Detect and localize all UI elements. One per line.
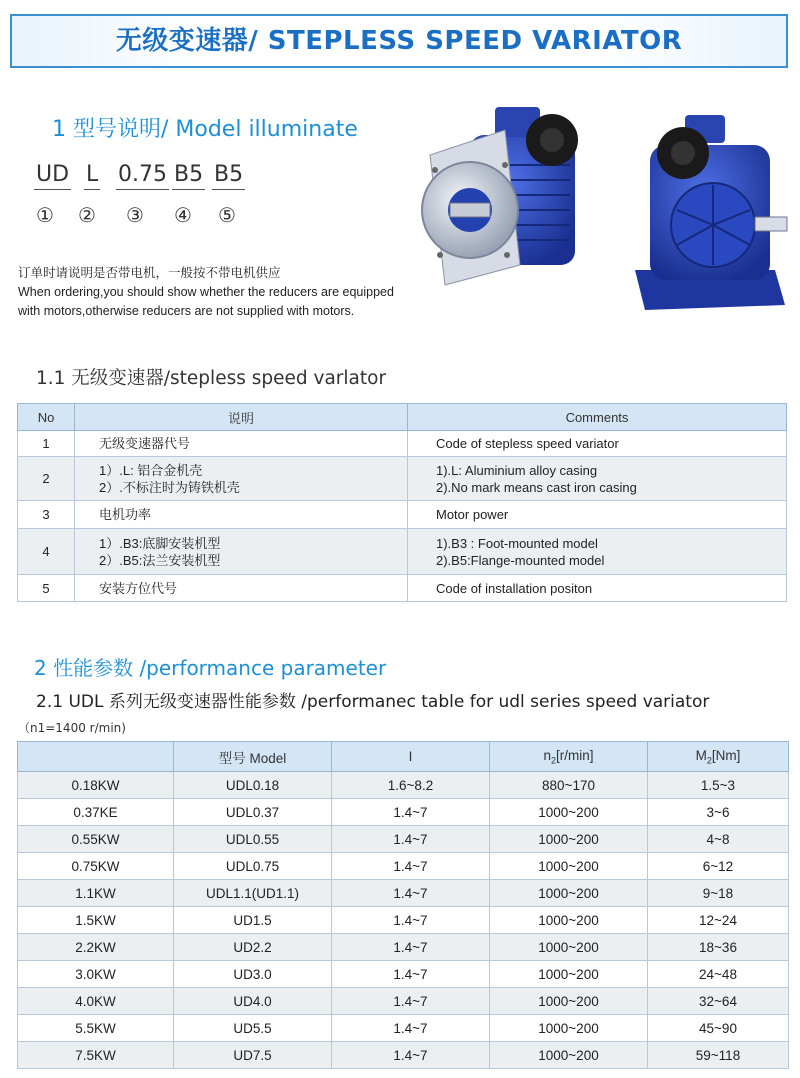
cell-speed: 1000~200 xyxy=(490,961,648,988)
row-en-line: 2).B5:Flange-mounted model xyxy=(436,552,605,568)
row-en xyxy=(408,457,787,501)
cell-torque: 1.5~3 xyxy=(648,772,789,799)
table-row xyxy=(18,772,789,799)
table-row xyxy=(18,1015,789,1042)
row-en xyxy=(408,575,787,602)
cell-speed: 1000~200 xyxy=(490,1042,648,1069)
cell-ratio: 1.6~8.2 xyxy=(332,772,490,799)
row-no: 4 xyxy=(18,529,75,575)
table-row xyxy=(18,1042,789,1069)
cell-ratio: 1.4~7 xyxy=(332,799,490,826)
cell-power: 4.0KW xyxy=(18,988,174,1015)
order-note xyxy=(18,264,398,321)
cell-model: UD2.2 xyxy=(174,934,332,961)
row-cn-line: 电机功率 xyxy=(99,507,152,522)
cell-torque: 6~12 xyxy=(648,853,789,880)
code-part-position: B5 xyxy=(212,162,245,190)
table-row xyxy=(18,457,787,501)
row-no: 1 xyxy=(18,431,75,457)
performance-subheading: 2.1 UDL 系列无级变速器性能参数 /performanec table for udl series speed variator xyxy=(36,692,710,712)
col-no: No xyxy=(18,404,75,431)
col-power xyxy=(18,742,174,772)
header-banner xyxy=(10,14,788,68)
cell-ratio: 1.4~7 xyxy=(332,880,490,907)
row-en xyxy=(408,431,787,457)
code-part-mount: B5 xyxy=(172,162,205,190)
row-cn-line: 无级变速器代号 xyxy=(99,436,191,451)
model-code-table xyxy=(17,403,787,602)
cell-model: UDL0.75 xyxy=(174,853,332,880)
cell-ratio: 1.4~7 xyxy=(332,934,490,961)
row-en xyxy=(408,501,787,529)
row-en-line: Code of stepless speed variator xyxy=(436,436,619,451)
cell-model: UDL0.18 xyxy=(174,772,332,799)
cell-power: 5.5KW xyxy=(18,1015,174,1042)
cell-torque: 18~36 xyxy=(648,934,789,961)
cell-speed: 1000~200 xyxy=(490,934,648,961)
row-cn xyxy=(75,529,408,575)
row-cn-line: 2）.B5:法兰安装机型 xyxy=(99,552,221,568)
cell-speed: 880~170 xyxy=(490,772,648,799)
row-cn xyxy=(75,431,408,457)
cell-model: UDL1.1(UD1.1) xyxy=(174,880,332,907)
col-speed: $n_2[r/\min]$ xyxy=(490,742,648,772)
cell-ratio: 1.4~7 xyxy=(332,988,490,1015)
cell-model: UDL0.37 xyxy=(174,799,332,826)
cell-model: UD7.5 xyxy=(174,1042,332,1069)
col-ratio: I xyxy=(332,742,490,772)
cell-ratio: 1.4~7 xyxy=(332,961,490,988)
cell-torque: 32~64 xyxy=(648,988,789,1015)
cell-ratio: 1.4~7 xyxy=(332,1042,490,1069)
cell-speed: 1000~200 xyxy=(490,907,648,934)
cell-torque: 9~18 xyxy=(648,880,789,907)
cell-speed: 1000~200 xyxy=(490,880,648,907)
cell-power: 0.37KE xyxy=(18,799,174,826)
marker-2: ② xyxy=(78,203,96,227)
table-row xyxy=(18,529,787,575)
page-title: 无级变速器/ STEPLESS SPEED VARIATOR xyxy=(115,26,683,56)
code-part-casing: L xyxy=(84,162,100,190)
marker-5: ⑤ xyxy=(218,203,236,227)
cell-speed: 1000~200 xyxy=(490,799,648,826)
table-row xyxy=(18,575,787,602)
cell-ratio: 1.4~7 xyxy=(332,1015,490,1042)
cell-speed: 1000~200 xyxy=(490,988,648,1015)
model-heading: 1 型号说明/ Model illuminate xyxy=(52,117,358,142)
row-cn-line: 1）.B3:底脚安装机型 xyxy=(99,535,221,551)
cell-torque: 3~6 xyxy=(648,799,789,826)
table-row xyxy=(18,961,789,988)
cell-torque: 4~8 xyxy=(648,826,789,853)
row-cn-line: 2）.不标注时为铸铁机壳 xyxy=(99,479,240,495)
performance-table xyxy=(17,741,789,1069)
cell-ratio: 1.4~7 xyxy=(332,853,490,880)
cell-power: 2.2KW xyxy=(18,934,174,961)
cell-speed: 1000~200 xyxy=(490,826,648,853)
cell-power: 3.0KW xyxy=(18,961,174,988)
marker-1: ① xyxy=(36,203,54,227)
cell-model: UD1.5 xyxy=(174,907,332,934)
cell-power: 0.55KW xyxy=(18,826,174,853)
cell-model: UDL0.55 xyxy=(174,826,332,853)
table-row xyxy=(18,934,789,961)
row-en xyxy=(408,529,787,575)
order-note-cn: 订单时请说明是否带电机，一般按不带电机供应 xyxy=(18,266,281,280)
table-row xyxy=(18,880,789,907)
cell-ratio: 1.4~7 xyxy=(332,907,490,934)
row-en-line: 1).L: Aluminium alloy casing xyxy=(436,462,598,478)
cell-speed: 1000~200 xyxy=(490,853,648,880)
cell-power: 0.75KW xyxy=(18,853,174,880)
row-no: 5 xyxy=(18,575,75,602)
cell-speed: 1000~200 xyxy=(490,1015,648,1042)
marker-4: ④ xyxy=(174,203,192,227)
code-part-series: UD xyxy=(34,162,71,190)
row-cn-line: 1）.L: 铝合金机壳 xyxy=(99,462,203,478)
row-en-line: Code of installation positon xyxy=(436,580,593,596)
row-cn-line: 安装方位代号 xyxy=(99,580,178,596)
table-row xyxy=(18,907,789,934)
cell-torque: 24~48 xyxy=(648,961,789,988)
performance-heading: 2 性能参数 /performance parameter xyxy=(34,656,387,680)
cell-power: 1.5KW xyxy=(18,907,174,934)
row-en-line: Motor power xyxy=(436,507,509,522)
table-header-row xyxy=(18,404,787,431)
cell-torque: 59~118 xyxy=(648,1042,789,1069)
speed-note: （n1=1400 r/min) xyxy=(18,721,126,735)
row-cn xyxy=(75,501,408,529)
table-header-row xyxy=(18,742,789,772)
cell-torque: 45~90 xyxy=(648,1015,789,1042)
order-note-en: When ordering,you should show whether the reducers are equipped with motors,otherwise reducers are not supplied with motors. xyxy=(18,285,394,318)
cell-model: UD5.5 xyxy=(174,1015,332,1042)
table-row xyxy=(18,799,789,826)
table-row xyxy=(18,826,789,853)
table-row xyxy=(18,431,787,457)
row-en-line: 2).No mark means cast iron casing xyxy=(436,479,637,495)
cell-model: UD3.0 xyxy=(174,961,332,988)
table-row xyxy=(18,501,787,529)
col-torque: $M_2[Nm]$ xyxy=(648,742,789,772)
cell-power: 7.5KW xyxy=(18,1042,174,1069)
table-row xyxy=(18,853,789,880)
section-1-1-heading: 1.1 无级变速器/stepless speed varlator xyxy=(36,368,387,389)
col-comments: Comments xyxy=(408,404,787,431)
cell-torque: 12~24 xyxy=(648,907,789,934)
row-cn xyxy=(75,457,408,501)
row-no: 2 xyxy=(18,457,75,501)
product-image-flange xyxy=(410,95,600,305)
row-no: 3 xyxy=(18,501,75,529)
code-part-power: 0.75 xyxy=(116,162,169,190)
product-image-foot xyxy=(625,105,795,320)
cell-model: UD4.0 xyxy=(174,988,332,1015)
cell-power: 1.1KW xyxy=(18,880,174,907)
col-model: 型号 Model xyxy=(174,742,332,772)
row-cn xyxy=(75,575,408,602)
col-description: 说明 xyxy=(75,404,408,431)
cell-power: 0.18KW xyxy=(18,772,174,799)
marker-3: ③ xyxy=(126,203,144,227)
table-row xyxy=(18,988,789,1015)
row-en-line: 1).B3 : Foot-mounted model xyxy=(436,535,598,551)
cell-ratio: 1.4~7 xyxy=(332,826,490,853)
